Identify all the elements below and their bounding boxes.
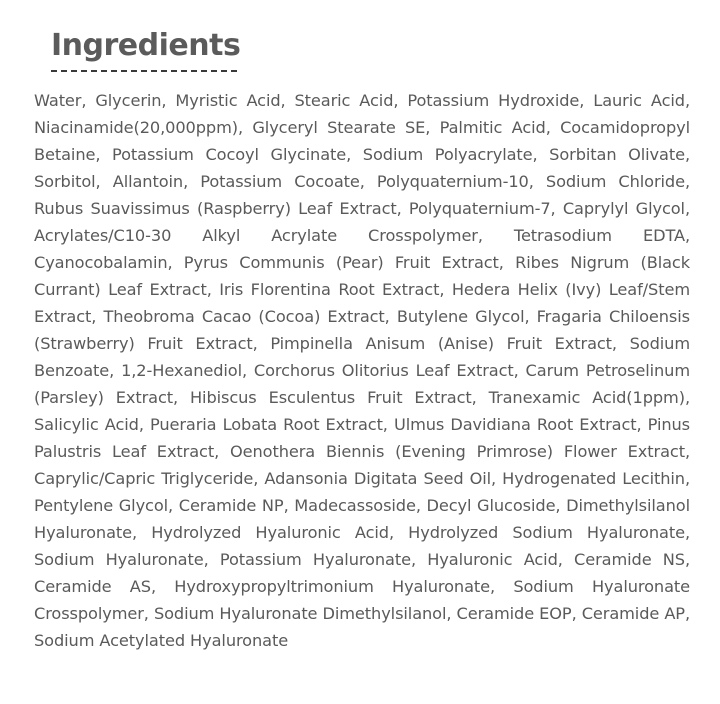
title-dashed-underline	[51, 70, 237, 72]
ingredients-list-text: Water, Glycerin, Myristic Acid, Stearic Acid, Potassium Hydroxide, Lauric Acid, Niacinamide(20,000ppm), Glyceryl Stearate SE, Palmitic Acid, Cocamidopropyl Betaine, Potassium Cocoyl Glycinate, Sodium Polyacrylate, Sorbitan Olivate, Sorbitol, Allantoin, Potassium Cocoate, Polyquaternium-10, Sodium Chloride, Rubus Suavissimus (Raspberry) Leaf Extract, Polyquaternium-7, Caprylyl Glycol, Acrylates/C10-30 Alkyl Acrylate Crosspolymer, Tetrasodium EDTA, Cyanocobalamin, Pyrus Communis (Pear) Fruit Extract, Ribes Nigrum (Black Currant) Leaf Extract, Iris Florentina Root Extract, Hedera Helix (Ivy) Leaf/Stem Extract, Theobroma Cacao (Cocoa) Extract, Butylene Glycol, Fragaria Chiloensis (Strawberry) Fruit Extract, Pimpinella Anisum (Anise) Fruit Extract, Sodium Benzoate, 1,2-Hexanediol, Corchorus Olitorius Leaf Extract, Carum Petroselinum (Parsley) Extract, Hibiscus Esculentus Fruit Extract, Tranexamic Acid(1ppm), Salicylic Acid, Pueraria Lobata Root Extract, Ulmus Davidiana Root Extract, Pinus Palustris Leaf Extract, Oenothera Biennis (Evening Primrose) Flower Extract, Caprylic/Capric Triglyceride, Adansonia Digitata Seed Oil, Hydrogenated Lecithin, Pentylene Glycol, Ceramide NP, Madecassoside, Decyl Glucoside, Dimethylsilanol Hyaluronate, Hydrolyzed Hyaluronic Acid, Hydrolyzed Sodium Hyaluronate, Sodium Hyaluronate, Potassium Hyaluronate, Hyaluronic Acid, Ceramide NS, Ceramide AS, Hydroxypropyltrimonium Hyaluronate, Sodium Hyaluronate Crosspolymer, Sodium Hyaluronate Dimethylsilanol, Ceramide EOP, Ceramide AP, Sodium Acetylated Hyaluronate	[34, 91, 690, 650]
section-title: Ingredients	[51, 28, 241, 63]
